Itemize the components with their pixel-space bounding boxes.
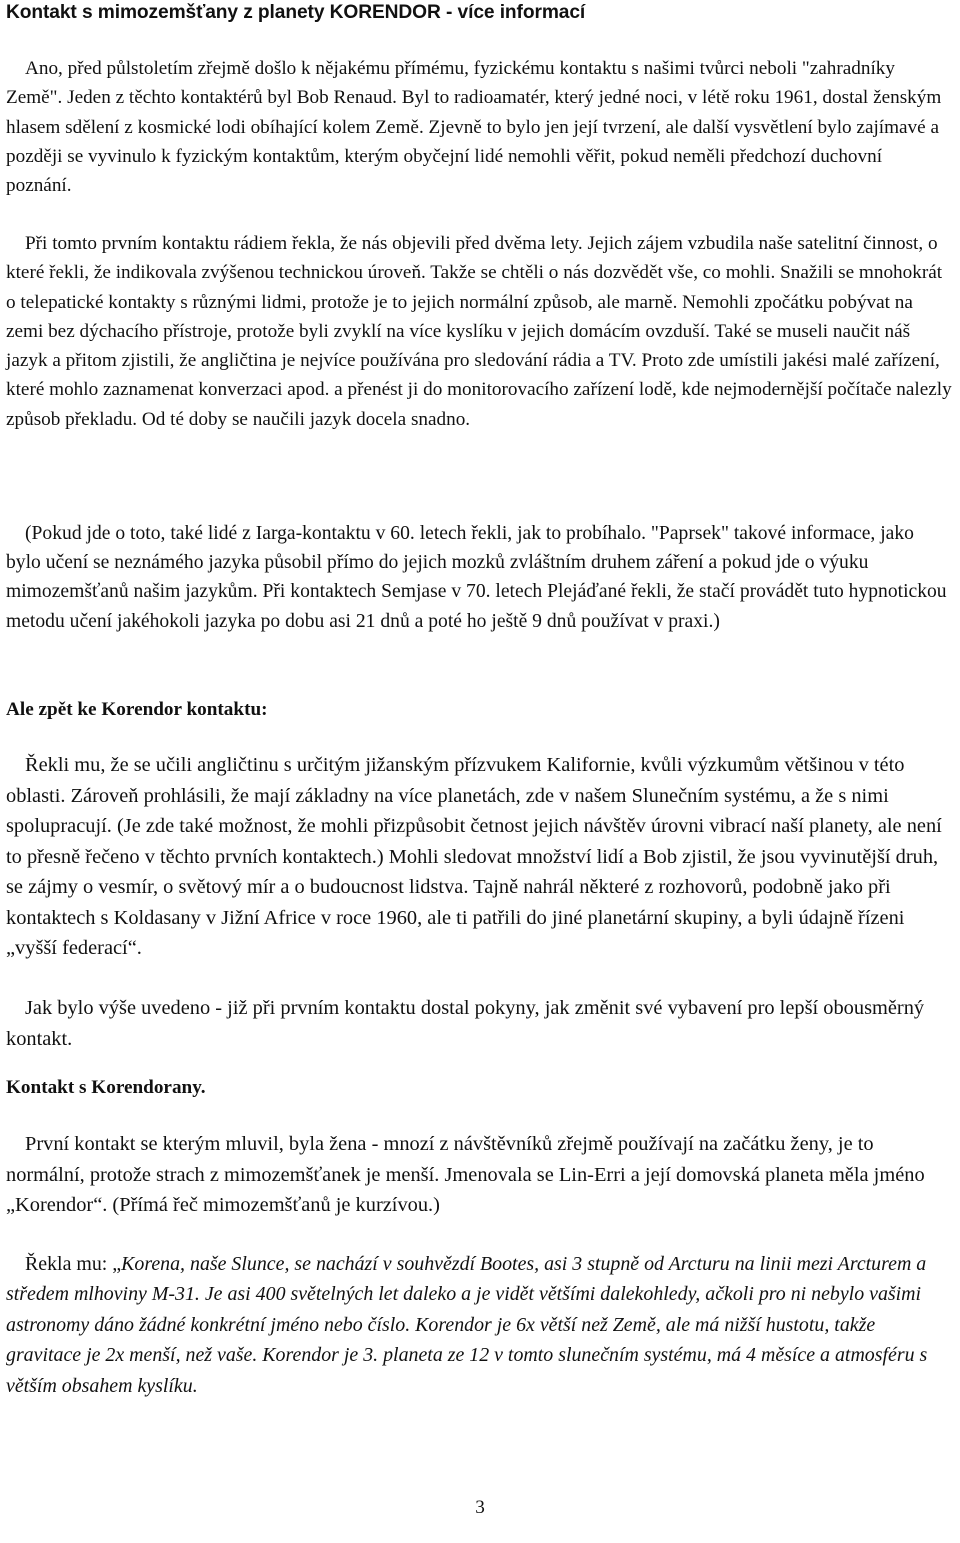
paragraph-first-woman: První kontakt se kterým mluvil, byla žena - mnozí z návštěvníků zřejmě používají na začátku ženy, je to normální, protože strach z mimozemšťanek je menší. Jmenovala se Lin-Erri a její domovská planeta měla jméno „Korendor“. (Přímá řeč mimozemšťanů je kurzívou.) bbox=[6, 1133, 925, 1216]
paragraph-iarga-note: (Pokud jde o toto, také lidé z Iarga-kontaktu v 60. letech řekli, jak to probíhalo. "Paprsek" takové informace, jako bylo učení se neznámého jazyka působil přímo do jejich mozků zvláštním druhem záření a pokud jde o výuku mimozemšťanů našim jazykům. Při kontaktech Semjase v 70. letech Plejáďané řekli, že stačí provádět tuto hypnotickou metodu učení jakéhokoli jazyka po dobu asi 21 dnů a poté ho ještě 9 dnů používat v praxi.) bbox=[6, 523, 947, 632]
paragraph-intro: Ano, před půlstoletím zřejmě došlo k nějakému přímému, fyzickému kontaktu s našimi tvůrci neboli "zahradníky Země". Jeden z těchto kontaktérů byl Bob Renaud. Byl to radioamatér, který jedné noci, v létě roku 1961, dostal ženským hlasem sdělení z kosmické lodi obíhající kolem Země. Zjevně to bylo jen její tvrzení, ale další vysvětlení bylo zajímavé a později se vyvinulo k fyzickým kontaktům, kterým obyčejní lidé nemohli věřit, pokud neměli předchozí duchovní poznání. bbox=[6, 58, 942, 197]
paragraph-first-contact: Při tomto prvním kontaktu rádiem řekla, že nás objevili před dvěma lety. Jejich zájem vzbudila naše satelitní činnost, o které řekli, že indikovala zvýšenou technickou úroveň. Takže se chtěli o nás dozvědět vše, co mohli. Snažili se mnohokrát o telepatické kontakty s různými lidmi, protože je to jejich normální způsob, ale marně. Nemohli zpočátku pobývat na zemi bez dýchacího přístroje, protože byli zvyklí na více kyslíku v jejich domácím ovzduší. Také se museli naučit náš jazyk a přitom zjistili, že angličtina je nejvíce používána pro sledování rádia a TV. Proto zde umístili jakési malé zařízení, které mohlo zaznamenat konverzaci apod. a přenést ji do monitorovacího zařízení lodě, kde nejmodernější počítače nalezly způsob překladu. Od té doby se naučili jazyk docela snadno. bbox=[6, 233, 952, 430]
document-title: Kontakt s mimozemšťany z planety KORENDOR - více informací bbox=[6, 2, 586, 23]
paragraph-equipment: Jak bylo výše uvedeno - již při prvním kontaktu dostal pokyny, jak změnit své vybavení pro lepší obousměrný kontakt. bbox=[6, 997, 925, 1050]
paragraph-korena-quote bbox=[6, 1249, 952, 1401]
section-heading-korendorans: Kontakt s Korendorany. bbox=[6, 1077, 206, 1098]
paragraph-english-accent: Řekli mu, že se učili angličtinu s určitým jižanským přízvukem Kalifornie, kvůli výzkumům většinou v této oblasti. Zároveň prohlásili, že mají základny na více planetách, zde v našem Slunečním systému, a že s nimi spolupracují. (Je zde také možnost, že mohli přizpůsobit četnost jejich návštěv úrovni vibrací naší planety, ale není to přesně řečeno v těchto prvních kontaktech.) Mohli sledovat množství lidí a Bob zjistil, že jsou vyvinutější druh, se zájmy o vesmír, o světový mír a o budoucnost lidstva. Tajně nahrál některé z rozhovorů, podobně jako při kontaktech s Koldasany v Jižní Africe v roce 1960, ale ti patřili do jiné planetární skupiny, a byli údajně řízeni „vyšší federací“. bbox=[6, 754, 942, 959]
section-heading-korendor-contact: Ale zpět ke Korendor kontaktu: bbox=[6, 699, 268, 720]
quote-lead: Řekla mu: „ bbox=[25, 1253, 122, 1275]
page-number: 3 bbox=[475, 1497, 485, 1518]
quote-italic-text: Korena, naše Slunce, se nachází v souhvězdí Bootes, asi 3 stupně od Arcturu na linii mezi Arcturem a středem mlhoviny M-31. Je asi 400 světelných let daleko a je vidět většími dalekohledy, ačkoli pro ni nebylo vašimi astronomy dáno žádné konkrétní jméno nebo číslo. Korendor je 6x větší než Země, ale má nižší hustotu, takže gravitace je 2x menší, než vaše. Korendor je 3. planeta ze 12 v tomto slunečním systému, má 4 měsíce a atmosféru s větším obsahem kyslíku. bbox=[6, 1253, 928, 1397]
